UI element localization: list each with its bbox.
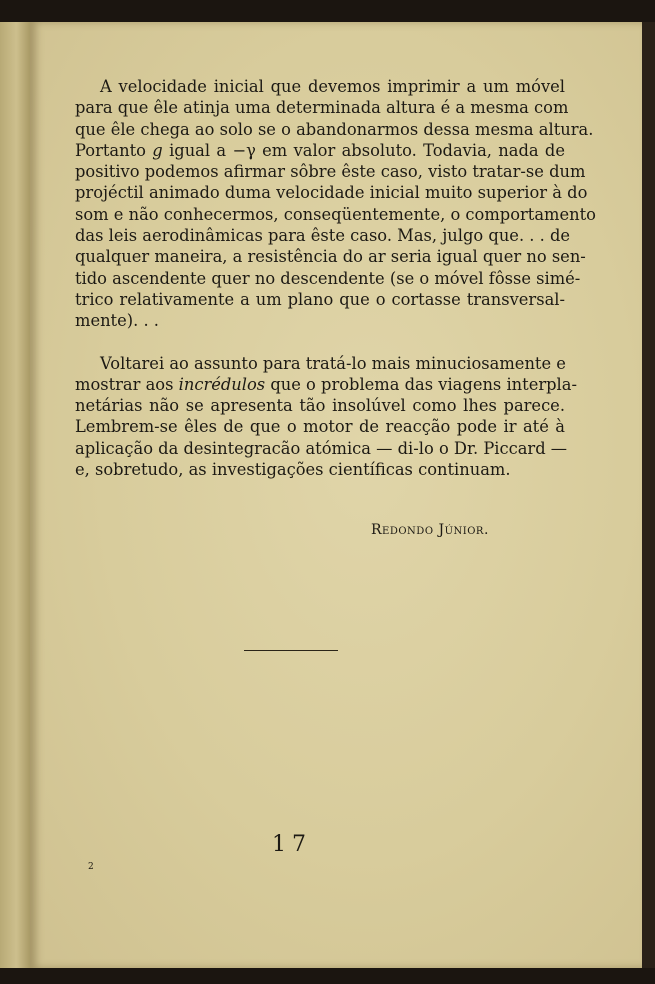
- printer-signature-mark: 2: [88, 862, 94, 872]
- paragraph-gap: [75, 332, 565, 353]
- emphasis: incrédulos: [178, 374, 266, 394]
- text-line: som e não conhecermos, conseqüentemente, o comportamento: [75, 204, 596, 224]
- text-line: das leis aerodinâmicas para êste caso. Mas, julgo que. . . de: [75, 226, 571, 246]
- text-line: e, sobretudo, as investigações científicas continuam.: [75, 460, 511, 480]
- text-line: positivo podemos afirmar sôbre êste caso, visto tratar-se dum: [75, 162, 586, 182]
- previous-page-edge: [0, 22, 30, 968]
- author-signature: Redondo Júnior.: [371, 522, 489, 538]
- text-line: trico relativamente a um plano que o cortasse transversal-: [75, 289, 565, 309]
- emphasis: g: [152, 140, 163, 160]
- text-line: que êle chega ao solo se o abandonarmos dessa mesma altura.: [75, 119, 594, 139]
- book-page: [30, 22, 642, 968]
- text-line: Portanto g igual a −γ em valor absoluto. Todavia, nada de: [75, 140, 565, 160]
- text-line: projéctil animado duma velocidade inicial muito superior à do: [75, 183, 588, 203]
- paragraph-1: [75, 76, 596, 332]
- text-line: netárias não se apresenta tão insolúvel como lhes parece.: [75, 396, 565, 416]
- scan-border: [642, 22, 655, 968]
- text-line: aplicação da desintegracão atómica — di-lo o Dr. Piccard —: [75, 438, 568, 458]
- page-number: 17: [272, 832, 312, 857]
- text-line: Voltarei ao assunto para tratá-lo mais minuciosamente e: [100, 353, 566, 373]
- text-line: para que êle atinja uma determinada altura é a mesma com: [75, 98, 569, 118]
- text-line: mente). . .: [75, 311, 159, 331]
- paragraph-2: [75, 353, 577, 481]
- text-line: mostrar aos incrédulos que o problema das viagens interpla-: [75, 374, 577, 394]
- text-line: Lembrem-se êles de que o motor de reacção pode ir até à: [75, 417, 565, 437]
- body-text: [75, 76, 596, 480]
- text-line: tido ascendente quer no descendente (se o móvel fôsse simé-: [75, 268, 581, 288]
- text-line: A velocidade inicial que devemos imprimir a um móvel: [100, 77, 565, 96]
- text-line: qualquer maneira, a resistência do ar seria igual quer no sen-: [75, 247, 586, 267]
- section-divider: [244, 650, 338, 651]
